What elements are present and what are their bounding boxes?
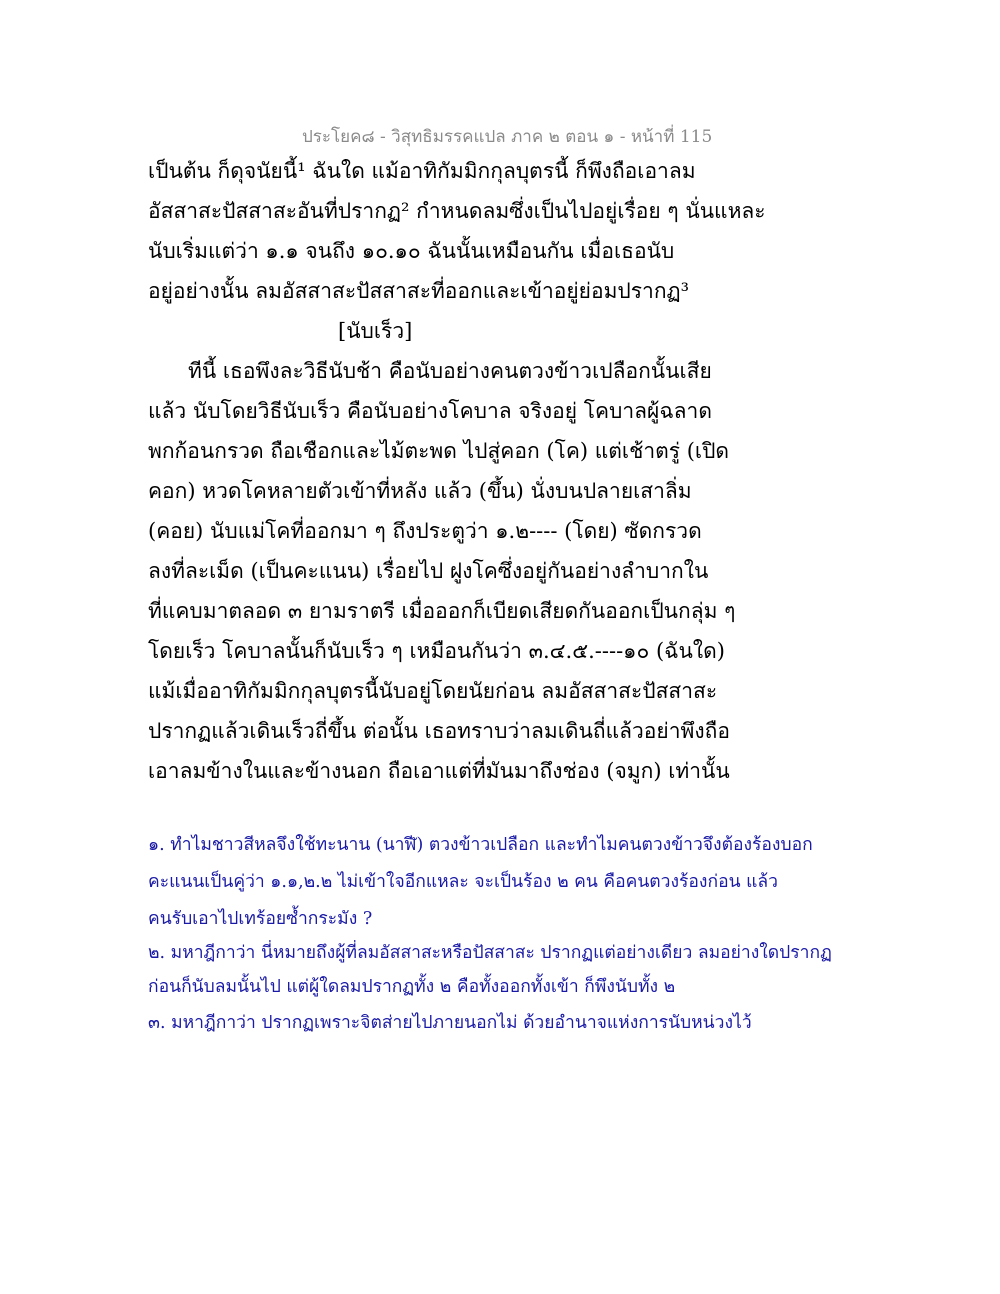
body-line: ลงที่ละเม็ด (เป็นคะแนน) เรื่อยไป ฝูงโคซึ่งอยู่กันอย่างลำบากใน	[148, 559, 709, 583]
footnote-line: ก่อนก็นับลมนั้นไป แต่ผู้ใดลมปรากฏทั้ง ๒ คือทั้งออกทั้งเข้า ก็พึงนับทั้ง ๒	[148, 977, 676, 997]
body-line: เป็นต้น ก็ดุจนัยนี้¹ ฉันใด แม้อาทิกัมมิกกุลบุตรนี้ ก็พึงถือเอาลม	[148, 159, 696, 183]
footnote-line: ๓. มหาฎีกาว่า ปรากฏเพราะจิตส่ายไปภายนอกไม่ ด้วยอำนาจแห่งการนับหน่วงไว้	[148, 1013, 752, 1033]
section-heading: [นับเร็ว]	[338, 319, 413, 343]
footnote-line: คนรับเอาไปเทร้อยซ้ำกระมัง ?	[148, 909, 373, 929]
page-header: ประโยค๘ - วิสุทธิมรรคแปล ภาค ๒ ตอน ๑ - หน้าที่ 115	[302, 127, 713, 147]
body-line: เอาลมข้างในและข้างนอก ถือเอาแต่ที่มันมาถึงช่อง (จมูก) เท่านั้น	[148, 759, 730, 783]
body-line: อยู่อย่างนั้น ลมอัสสาสะปัสสาสะที่ออกและเข้าอยู่ย่อมปรากฏ³	[148, 279, 690, 303]
body-line: พกก้อนกรวด ถือเชือกและไม้ตะพด ไปสู่คอก (โค) แต่เช้าตรู่ (เปิด	[148, 439, 730, 463]
footnote-line: ๑. ทำไมชาวสีหลจึงใช้ทะนาน (นาฬี) ตวงข้าวเปลือก และทำไมคนตวงข้าวจึงต้องร้องบอก	[148, 835, 813, 855]
body-line: ปรากฏแล้วเดินเร็วถี่ขึ้น ต่อนั้น เธอทราบว่าลมเดินถี่แล้วอย่าพึงถือ	[148, 719, 730, 743]
body-line: นับเริ่มแต่ว่า ๑.๑ จนถึง ๑๐.๑๐ ฉันนั้นเหมือนกัน เมื่อเธอนับ	[148, 239, 675, 263]
footnote-line: คะแนนเป็นคู่ว่า ๑.๑,๒.๒ ไม่เข้าใจอีกแหละ จะเป็นร้อง ๒ คน คือคนตวงร้องก่อน แล้ว	[148, 872, 778, 892]
footnote-line: ๒. มหาฎีกาว่า นี่หมายถึงผู้ที่ลมอัสสาสะหรือปัสสาสะ ปรากฏแต่อย่างเดียว ลมอย่างใดปรากฏ	[148, 943, 832, 963]
body-line: อัสสาสะปัสสาสะอันที่ปรากฏ² กำหนดลมซึ่งเป็นไปอยู่เรื่อย ๆ นั่นแหละ	[148, 199, 766, 223]
body-line: แม้เมื่ออาทิกัมมิกกุลบุตรนี้นับอยู่โดยนัยก่อน ลมอัสสาสะปัสสาสะ	[148, 679, 718, 703]
body-line: คอก) หวดโคหลายตัวเข้าที่หลัง แล้ว (ขึ้น) นั่งบนปลายเสาลิ่ม	[148, 479, 692, 503]
body-line: แล้ว นับโดยวิธีนับเร็ว คือนับอย่างโคบาล จริงอยู่ โคบาลผู้ฉลาด	[148, 399, 712, 423]
body-line: (คอย) นับแม่โคที่ออกมา ๆ ถึงประตูว่า ๑.๒---- (โดย) ซัดกรวด	[148, 519, 702, 543]
body-line: ทีนี้ เธอพึงละวิธีนับช้า คือนับอย่างคนตวงข้าวเปลือกนั้นเสีย	[188, 359, 712, 383]
body-line: โดยเร็ว โคบาลนั้นก็นับเร็ว ๆ เหมือนกันว่า ๓.๔.๕.----๑๐ (ฉันใด)	[148, 639, 725, 663]
body-line: ที่แคบมาตลอด ๓ ยามราตรี เมื่อออกก็เบียดเสียดกันออกเป็นกลุ่ม ๆ	[148, 599, 736, 623]
